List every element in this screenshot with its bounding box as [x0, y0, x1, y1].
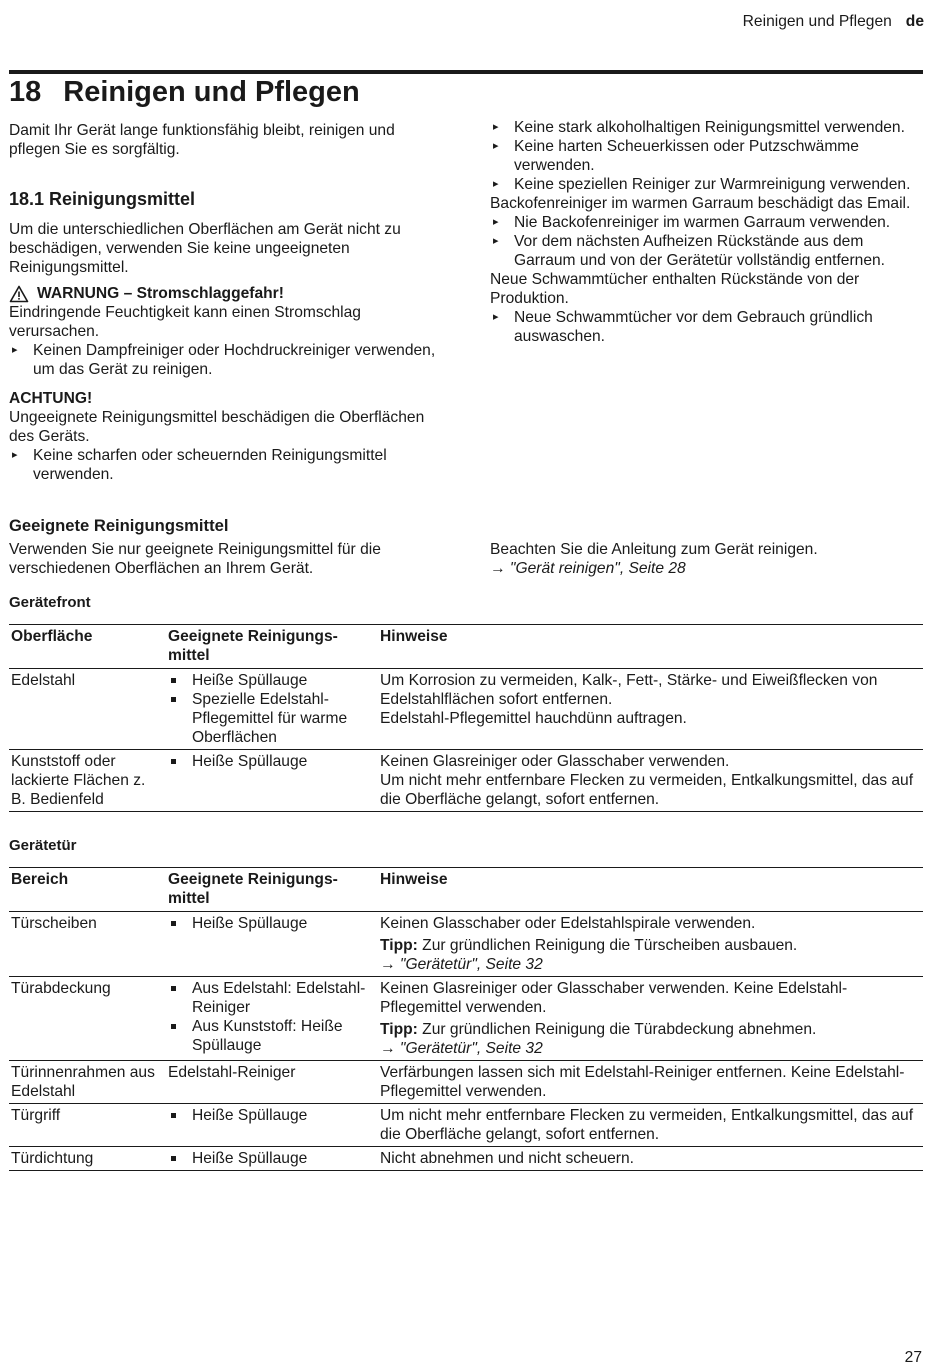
- column-header: Hinweise: [378, 868, 923, 912]
- chapter-heading: [9, 75, 360, 109]
- chapter-title: Reinigen und Pflegen: [63, 76, 360, 108]
- chapter-rule: [9, 70, 923, 74]
- cross-reference-link[interactable]: → "Gerätetür", Seite 32: [380, 956, 543, 973]
- list-item: ▸ Vor dem nächsten Aufheizen Rückstände aus dem Garraum und von der Gerätetür vollständig entfernen.: [490, 232, 924, 270]
- suitable-note-text: Beachten Sie die Anleitung zum Gerät reinigen.: [490, 541, 818, 558]
- agents-cell: [166, 669, 378, 750]
- page-number: 27: [904, 1349, 922, 1366]
- note-line: Edelstahl-Pflegemittel hauchdünn auftragen.: [380, 710, 687, 727]
- list-item: Heiße Spüllauge: [168, 1149, 376, 1168]
- agents-cell: [166, 1104, 378, 1147]
- suitable-text: Verwenden Sie nur geeignete Reinigungsmittel für die verschiedenen Oberflächen an Ihrem Gerät.: [9, 541, 381, 577]
- door-table-title: Gerätetür: [9, 837, 77, 854]
- table-header-row: [9, 625, 923, 669]
- header-line: mittel: [168, 647, 210, 664]
- column-header: [166, 868, 378, 912]
- suitable-note: [490, 540, 924, 578]
- list-item: ▸ Keine speziellen Reiniger zur Warmreinigung verwenden.: [490, 175, 924, 194]
- section-text: Um die unterschiedlichen Oberflächen am Gerät nicht zu beschädigen, verwenden Sie keine ungeeigneten Reinigungsmittel.: [9, 221, 401, 276]
- agents-cell: Edelstahl-Reiniger: [166, 1061, 378, 1104]
- note-line: Keinen Glasschaber oder Edelstahlspirale verwenden.: [380, 915, 756, 932]
- header-line: mittel: [168, 890, 210, 907]
- warning-text: Eindringende Feuchtigkeit kann einen Stromschlag verursachen.: [9, 304, 361, 340]
- note-line: Um Korrosion zu vermeiden, Kalk-, Fett-, Stärke- und Eiweißflecken von Edelstahlflächen sofort entfernen.: [380, 672, 878, 708]
- tip-text: Zur gründlichen Reinigung die Türscheiben ausbauen.: [422, 937, 798, 954]
- notes-cell: Verfärbungen lassen sich mit Edelstahl-Reiniger entfernen. Keine Edelstahl-Pflegemittel verwenden.: [378, 1061, 923, 1104]
- front-table-title: Gerätefront: [9, 594, 91, 611]
- header-line: Geeignete Reinigungs-: [168, 628, 338, 645]
- table-row: [9, 912, 923, 977]
- table-row: [9, 669, 923, 750]
- sponge-text: Neue Schwammtücher enthalten Rückstände von der Produktion.: [490, 271, 860, 307]
- list-item: ▸ Keine stark alkoholhaltigen Reinigungsmittel verwenden.: [490, 118, 924, 137]
- notes-cell: Nicht abnehmen und nicht scheuern.: [378, 1147, 923, 1171]
- agents-cell: [166, 1147, 378, 1171]
- table-row: [9, 1147, 923, 1171]
- door-table: [9, 867, 923, 1171]
- column-header: Bereich: [9, 868, 166, 912]
- agents-cell: [166, 750, 378, 812]
- area-cell: Edelstahl: [9, 669, 166, 750]
- tip: [380, 1020, 921, 1039]
- notes-cell: [378, 750, 923, 812]
- caution-list: [9, 446, 444, 484]
- intro-text: Damit Ihr Gerät lange funktionsfähig bleibt, reinigen und pflegen Sie es sorgfältig.: [9, 122, 395, 158]
- cross-reference-link[interactable]: → "Gerätetür", Seite 32: [380, 1040, 543, 1057]
- sponge-list: [490, 308, 924, 346]
- column-header: Oberfläche: [9, 625, 166, 669]
- caution-text: Ungeeignete Reinigungsmittel beschädigen die Oberflächen des Geräts.: [9, 409, 425, 445]
- section-title: 18.1 Reinigungsmittel: [9, 189, 196, 209]
- area-cell: Türscheiben: [9, 912, 166, 977]
- table-header-row: [9, 868, 923, 912]
- oven-cleaner-text: Backofenreiniger im warmen Garraum beschädigt das Email.: [490, 195, 911, 212]
- list-item: Aus Edelstahl: Edelstahl-Reiniger: [168, 979, 376, 1017]
- warning-triangle-icon: [9, 285, 29, 303]
- list-item: ▸ Keinen Dampfreiniger oder Hochdruckreiniger verwenden, um das Gerät zu reinigen.: [9, 341, 444, 379]
- area-cell: Türdichtung: [9, 1147, 166, 1171]
- front-table: [9, 624, 923, 812]
- column-header: Hinweise: [378, 625, 923, 669]
- notes-cell: [378, 669, 923, 750]
- list-item: Aus Kunststoff: Heiße Spüllauge: [168, 1017, 376, 1055]
- tip-label: Tipp:: [380, 937, 418, 954]
- chapter-number: 18: [9, 76, 42, 108]
- tip-text: Zur gründlichen Reinigung die Türabdeckung abnehmen.: [422, 1021, 817, 1038]
- agents-cell: [166, 977, 378, 1061]
- notes-cell: [378, 977, 923, 1061]
- table-row: [9, 1104, 923, 1147]
- tip-label: Tipp:: [380, 1021, 418, 1038]
- tip: [380, 936, 921, 955]
- cleaning-list: [490, 118, 924, 194]
- table-row: [9, 750, 923, 812]
- note-line: Um nicht mehr entfernbare Flecken zu vermeiden, Entkalkungsmittel, das auf die Oberfläche gelangt, sofort entfernen.: [380, 772, 914, 808]
- note-line: Keinen Glasreiniger oder Glasschaber verwenden. Keine Edelstahl-Pflegemittel verwenden.: [380, 980, 848, 1016]
- note-line: Keinen Glasreiniger oder Glasschaber verwenden.: [380, 753, 730, 770]
- suitable-title: Geeignete Reinigungsmittel: [9, 516, 229, 535]
- table-row: [9, 1061, 923, 1104]
- running-header: [743, 12, 924, 31]
- warning-heading: [9, 284, 444, 303]
- right-column: [490, 118, 924, 346]
- list-item: Heiße Spüllauge: [168, 1106, 376, 1125]
- cross-reference-link[interactable]: → "Gerät reinigen", Seite 28: [490, 560, 686, 577]
- left-column: [9, 121, 444, 484]
- area-cell: Türabdeckung: [9, 977, 166, 1061]
- header-section: Reinigen und Pflegen: [742, 13, 892, 30]
- oven-list: [490, 213, 924, 270]
- list-item: ▸ Keine harten Scheuerkissen oder Putzschwämme verwenden.: [490, 137, 924, 175]
- list-item: Heiße Spüllauge: [168, 914, 376, 933]
- list-item: ▸ Nie Backofenreiniger im warmen Garraum verwenden.: [490, 213, 924, 232]
- notes-cell: [378, 912, 923, 977]
- list-item: ▸ Neue Schwammtücher vor dem Gebrauch gründlich auswaschen.: [490, 308, 924, 346]
- notes-cell: Um nicht mehr entfernbare Flecken zu vermeiden, Entkalkungsmittel, das auf die Oberfläche gelangt, sofort entfernen.: [378, 1104, 923, 1147]
- table-row: [9, 977, 923, 1061]
- header-language: de: [905, 13, 924, 30]
- list-item: Spezielle Edelstahl-Pflegemittel für warme Oberflächen: [168, 690, 376, 747]
- area-cell: Kunststoff oder lackierte Flächen z. B. Bedienfeld: [9, 750, 166, 812]
- caution-title: ACHTUNG!: [9, 390, 93, 407]
- area-cell: Türgriff: [9, 1104, 166, 1147]
- list-item: ▸ Keine scharfen oder scheuernden Reinigungsmittel verwenden.: [9, 446, 444, 484]
- header-line: Geeignete Reinigungs-: [168, 871, 338, 888]
- list-item: Heiße Spüllauge: [168, 752, 376, 771]
- warning-list: [9, 341, 444, 379]
- list-item: Heiße Spüllauge: [168, 671, 376, 690]
- area-cell: Türinnenrahmen aus Edelstahl: [9, 1061, 166, 1104]
- agents-cell: [166, 912, 378, 977]
- column-header: [166, 625, 378, 669]
- warning-title: WARNUNG – Stromschlaggefahr!: [37, 285, 284, 302]
